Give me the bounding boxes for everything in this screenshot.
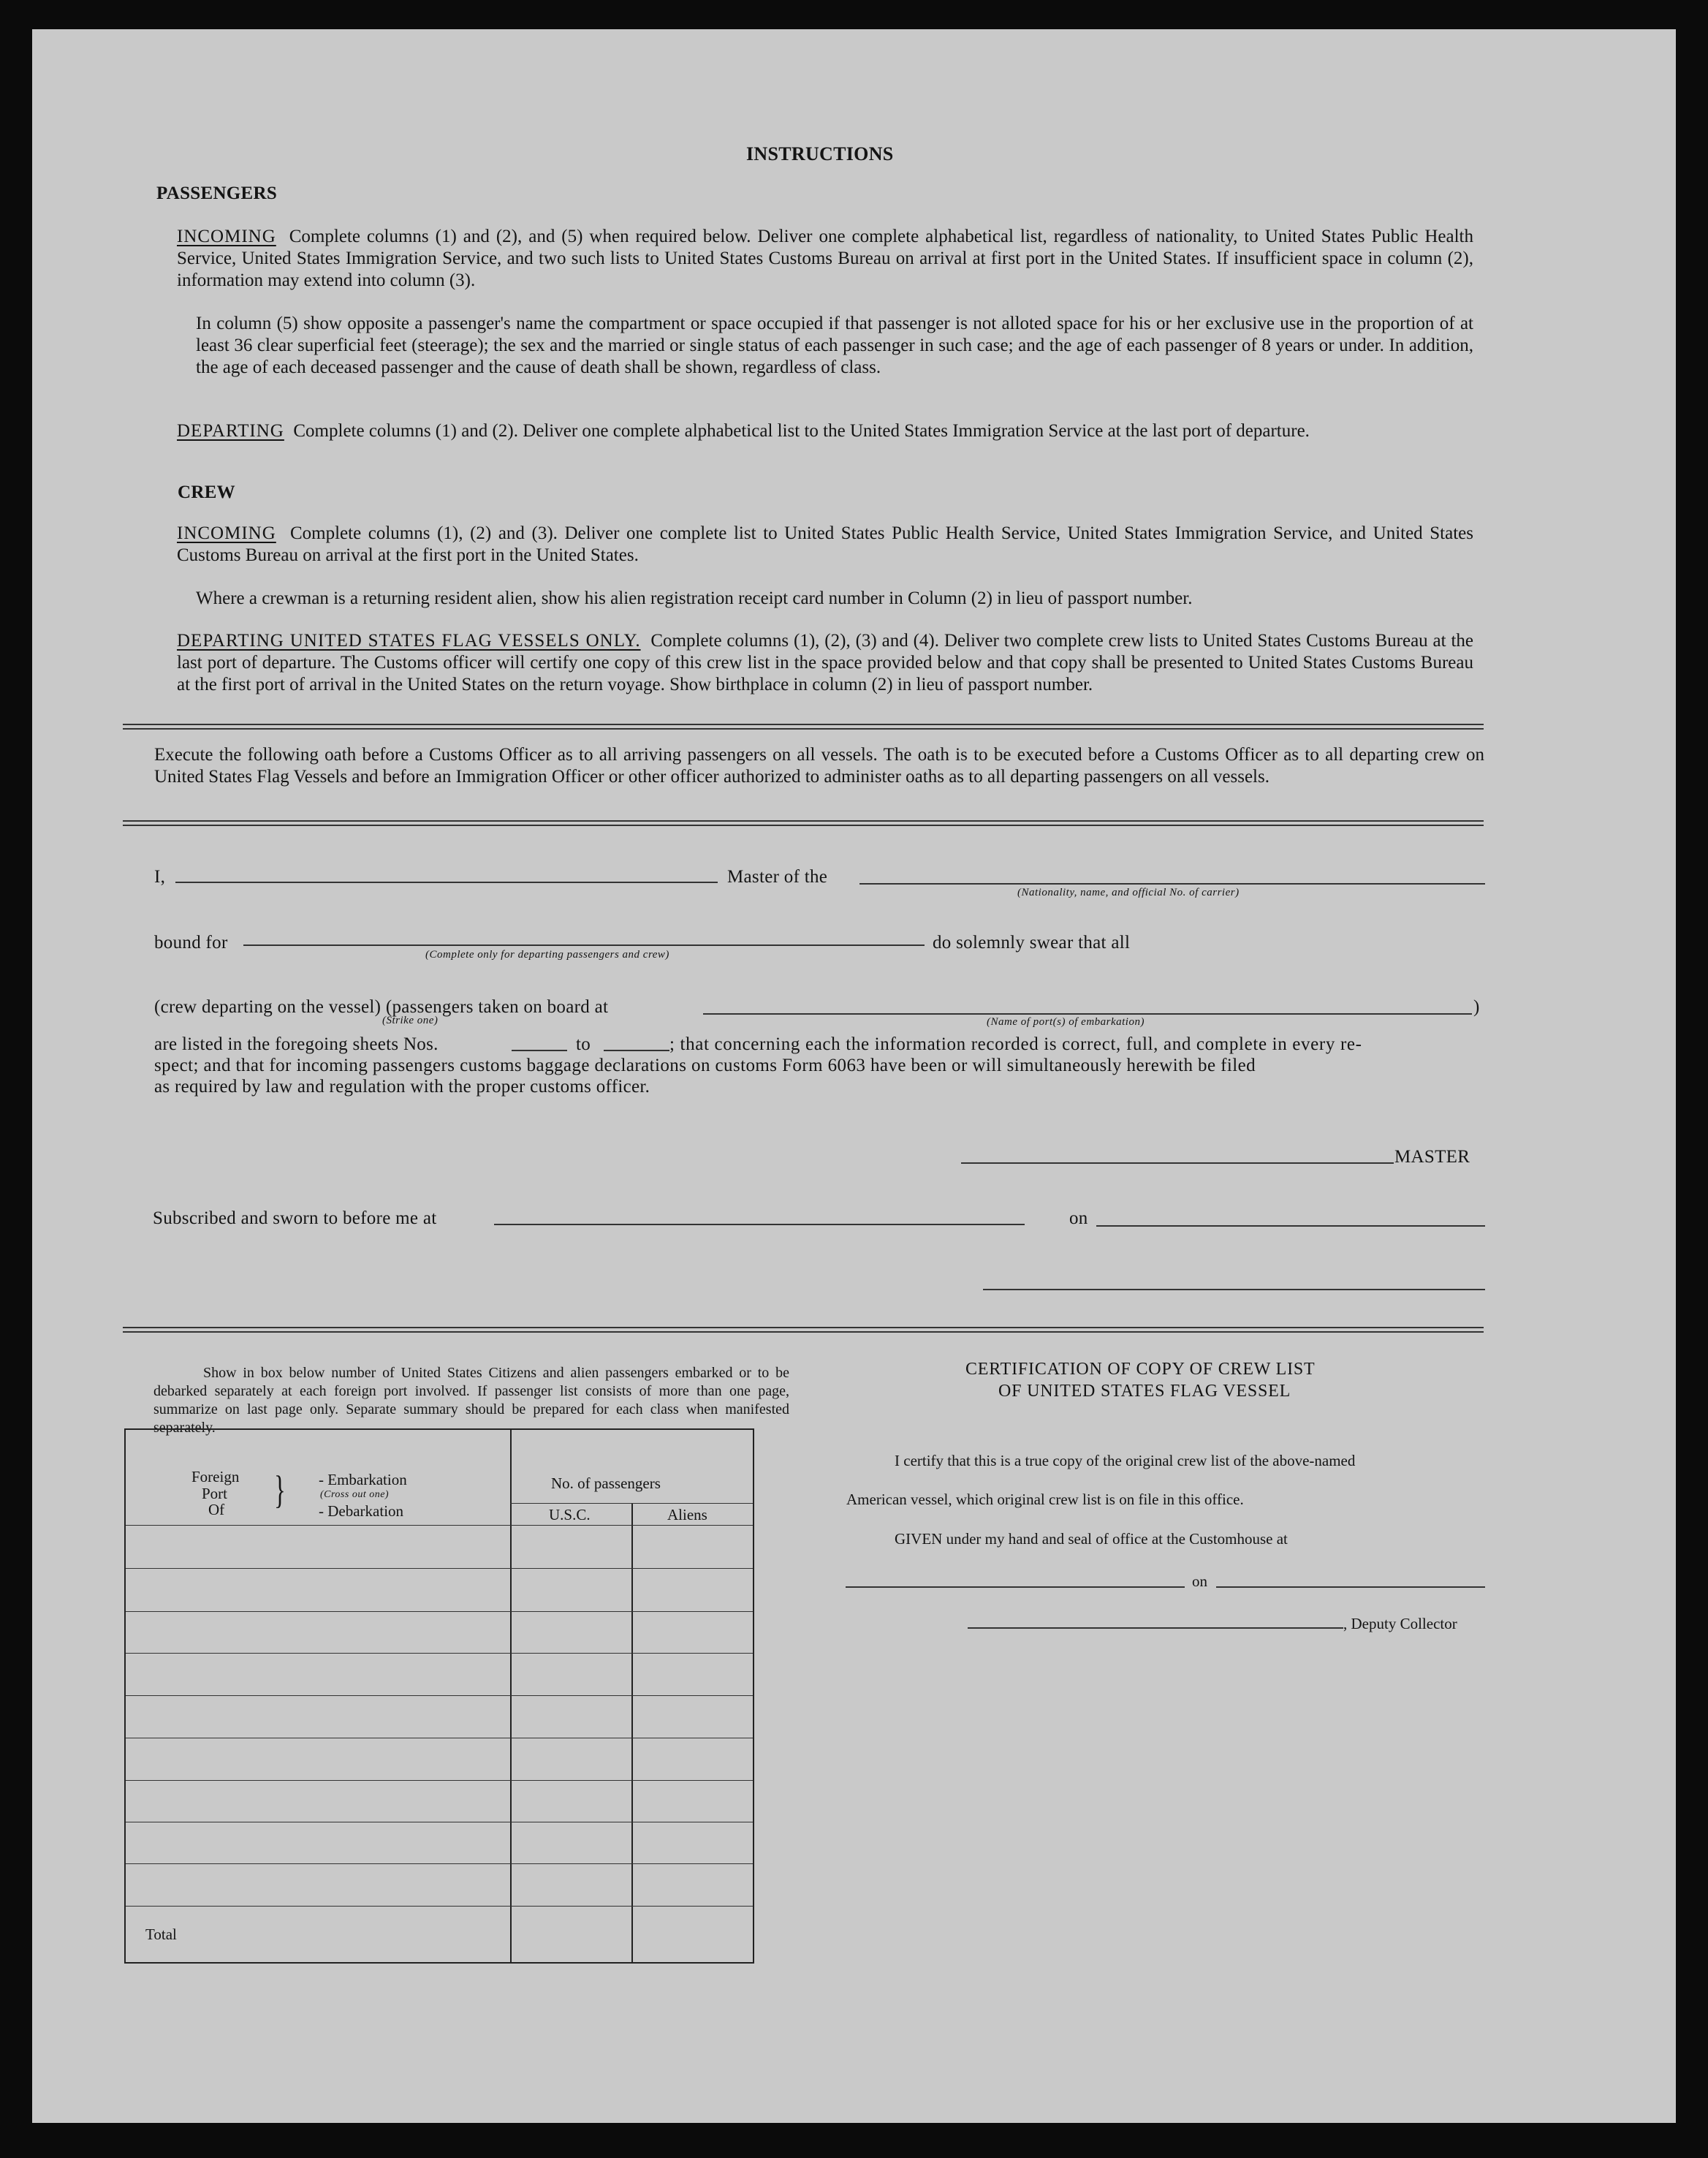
- master-name-field[interactable]: [175, 882, 718, 883]
- brace-icon: }: [274, 1468, 286, 1512]
- to-label: to: [576, 1034, 591, 1054]
- table-row: [126, 1568, 753, 1569]
- carrier-hint: (Nationality, name, and official No. of carrier): [1017, 887, 1240, 898]
- incoming-text: Complete columns (1) and (2), and (5) when required below. Deliver one complete alphabetical list, regardless of nationality, to United States Public Health Service, United States Immigration Service, and two such lists to United States Customs Bureau on arrival at first port in the United States. If insufficient space in column (2), information may extend into column (3).: [177, 227, 1473, 290]
- table-divider: [510, 1430, 512, 1962]
- table-row: [126, 1780, 753, 1781]
- crew-passengers-label: (crew departing on the vessel) (passengers taken on board at: [154, 997, 609, 1017]
- port-hint: (Name of port(s) of embarkation): [987, 1016, 1145, 1028]
- oath-intro: Execute the following oath before a Customs Officer as to all arriving passengers on all vessels. The oath is to be executed before a Customs Officer as to all departing crew on United States Flag Vessels and before an Immigration Officer or other officer authorized to administer oaths as to all departing passengers on all vessels.: [154, 745, 1484, 787]
- crew-resident-paragraph: Where a crewman is a returning resident alien, show his alien registration receipt card number in Column (2) in lieu of passport number.: [196, 588, 1193, 608]
- sheet-to-field[interactable]: [604, 1050, 669, 1051]
- bound-for-label: bound for: [154, 933, 228, 953]
- certify-on-label: on: [1192, 1572, 1207, 1590]
- deputy-signature-field[interactable]: [968, 1627, 1343, 1629]
- table-divider: [510, 1503, 753, 1504]
- certification-title-1: CERTIFICATION OF COPY OF CREW LIST: [965, 1360, 1316, 1379]
- passenger-summary-table: [124, 1428, 754, 1964]
- certify-line-2: American vessel, which original crew list is on file in this office.: [846, 1491, 1244, 1508]
- table-row: [126, 1863, 753, 1864]
- embarkation-label: - Embarkation: [319, 1471, 407, 1488]
- summary-instructions: Show in box below number of United States Citizens and alien passengers embarked or to be debarked separately at each foreign port involved. If passenger list consists of more than one page, summarize on last page only. Separate summary should be prepared for each class when manifested separately.: [153, 1365, 789, 1436]
- close-paren: ): [1473, 997, 1480, 1017]
- certify-line-1: I certify that this is a true copy of the original crew list of the above-named: [895, 1452, 1356, 1469]
- table-divider: [631, 1503, 633, 1962]
- deputy-collector-label: , Deputy Collector: [1343, 1615, 1457, 1632]
- bound-for-hint: (Complete only for departing passengers and crew): [425, 949, 669, 961]
- table-row: [126, 1525, 753, 1526]
- officer-signature-field[interactable]: [983, 1289, 1485, 1290]
- column5-paragraph: In column (5) show opposite a passenger's name the compartment or space occupied if that passenger is not alloted space for his or her exclusive use in the proportion of at least 36 clear superficial feet (steerage); the sex and the married or single status of each passenger in such case; and the age of each passenger of 8 years or under. In addition, the age of each deceased passenger and the cause of death shall be shown, regardless of class.: [196, 314, 1473, 377]
- master-signature-field[interactable]: [961, 1162, 1394, 1164]
- passengers-departing-paragraph: [177, 420, 1473, 442]
- cross-out-hint: (Cross out one): [320, 1489, 390, 1500]
- embarkation-port-field[interactable]: [703, 1013, 1472, 1015]
- swear-label: do solemnly swear that all: [933, 933, 1131, 953]
- table-row: [126, 1611, 753, 1612]
- usc-header: U.S.C.: [549, 1506, 591, 1523]
- sheet-from-field[interactable]: [512, 1050, 567, 1051]
- listed-continued: ; that concerning each the information recorded is correct, full, and complete in every re-: [669, 1034, 1362, 1054]
- crew-departing-paragraph: [177, 630, 1473, 696]
- sworn-on-label: on: [1069, 1208, 1088, 1228]
- listed-label: are listed in the foregoing sheets Nos.: [154, 1034, 439, 1054]
- debarkation-label: - Debarkation: [319, 1502, 404, 1520]
- incoming-label: INCOMING: [177, 227, 276, 246]
- instructions-heading: INSTRUCTIONS: [746, 143, 894, 164]
- departing-label: DEPARTING: [177, 421, 284, 441]
- crew-heading: CREW: [178, 482, 235, 502]
- crew-incoming-text: Complete columns (1), (2) and (3). Deliver one complete list to United States Public Health Service, United States Immigration Service, and United States Customs Bureau on arrival at the first port in the United States.: [177, 523, 1473, 565]
- master-of-label: Master of the: [727, 867, 828, 887]
- foreign-label: Foreign: [191, 1468, 240, 1485]
- of-label: Of: [208, 1501, 225, 1518]
- carrier-field[interactable]: [859, 883, 1485, 885]
- divider-double-2: [123, 820, 1484, 826]
- aliens-header: Aliens: [667, 1506, 707, 1523]
- oath-line-3: as required by law and regulation with the proper customs officer.: [154, 1077, 650, 1097]
- table-row: [126, 1653, 753, 1654]
- total-label: Total: [145, 1926, 177, 1943]
- divider-double-1: [123, 724, 1484, 730]
- oath-i-label: I,: [154, 867, 166, 887]
- strike-hint: (Strike one): [382, 1015, 439, 1026]
- table-row: [126, 1695, 753, 1696]
- crew-incoming-label: INCOMING: [177, 523, 276, 543]
- departing-text: Complete columns (1) and (2). Deliver one complete alphabetical list to the United States Immigration Service at the last port of departure.: [293, 421, 1310, 441]
- sworn-date-field[interactable]: [1096, 1225, 1485, 1227]
- port-label: Port: [202, 1485, 228, 1502]
- master-label: MASTER: [1394, 1147, 1470, 1167]
- certify-date-field[interactable]: [1216, 1586, 1485, 1588]
- subscribed-label: Subscribed and sworn to before me at: [153, 1208, 437, 1228]
- crew-departing-text: Complete columns (1), (2), (3) and (4). Deliver two complete crew lists to United States Customs Bureau at the last port of departure. The Customs officer will certify one copy of this crew list in the space provided below and that copy shall be presented to United States Customs Bureau at the first port of arrival in the United States on the return voyage. Show birthplace in column (2) in lieu of passport number.: [177, 631, 1474, 694]
- no-passengers-header: No. of passengers: [551, 1474, 661, 1492]
- crew-departing-label: DEPARTING UNITED STATES FLAG VESSELS ONLY.: [177, 631, 641, 651]
- oath-line-2: spect; and that for incoming passengers customs baggage declarations on customs Form 6063 have been or will simultaneously herewith be filed: [154, 1056, 1256, 1075]
- bound-for-field[interactable]: [243, 944, 925, 946]
- passengers-heading: PASSENGERS: [156, 183, 278, 203]
- certification-title-2: OF UNITED STATES FLAG VESSEL: [998, 1382, 1291, 1401]
- divider-double-3: [123, 1327, 1484, 1333]
- sworn-place-field[interactable]: [494, 1224, 1025, 1225]
- certify-line-3: GIVEN under my hand and seal of office at the Customhouse at: [895, 1530, 1288, 1548]
- customhouse-field[interactable]: [846, 1586, 1185, 1588]
- table-row: [126, 1906, 753, 1907]
- crew-incoming-paragraph: [177, 523, 1473, 567]
- passengers-incoming-paragraph: [177, 226, 1473, 292]
